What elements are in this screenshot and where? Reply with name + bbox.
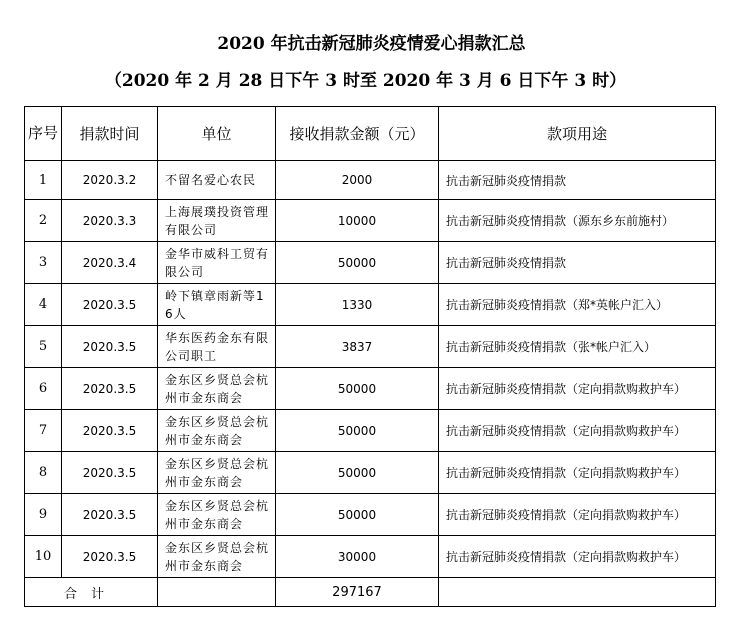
- document-title: 2020 年抗击新冠肺炎疫情爱心捐款汇总: [217, 34, 526, 54]
- row-purpose: 抗击新冠肺炎疫情捐款（定向捐款购救护车）: [439, 368, 716, 410]
- row-purpose: 抗击新冠肺炎疫情捐款: [439, 161, 716, 200]
- row-unit: 金东区乡贤总会杭州市金东商会: [158, 368, 276, 410]
- row-seq: 6: [25, 368, 62, 410]
- row-date: 2020.3.5: [62, 452, 158, 494]
- total-label: 合计: [25, 578, 158, 607]
- row-amount: 50000: [276, 242, 439, 284]
- row-amount: 30000: [276, 536, 439, 578]
- row-unit: 华东医药金东有限公司职工: [158, 326, 276, 368]
- row-amount: 3837: [276, 326, 439, 368]
- table-header-row: [25, 107, 716, 161]
- row-purpose: 抗击新冠肺炎疫情捐款: [439, 242, 716, 284]
- row-unit: 上海展璞投资管理有限公司: [158, 200, 276, 242]
- row-seq: 9: [25, 494, 62, 536]
- total-amount: 297167: [276, 578, 439, 607]
- row-purpose: 抗击新冠肺炎疫情捐款（张*帐户汇入）: [439, 326, 716, 368]
- header-amount: 接收捐款金额（元）: [276, 107, 439, 161]
- row-purpose: 抗击新冠肺炎疫情捐款（源东乡东前施村）: [439, 200, 716, 242]
- table-row: [25, 284, 716, 326]
- row-date: 2020.3.5: [62, 410, 158, 452]
- row-date: 2020.3.5: [62, 326, 158, 368]
- table-row: [25, 161, 716, 200]
- row-date: 2020.3.5: [62, 494, 158, 536]
- total-purpose-empty: [439, 578, 716, 607]
- row-unit: 金东区乡贤总会杭州市金东商会: [158, 410, 276, 452]
- row-seq: 7: [25, 410, 62, 452]
- document-subtitle: （2020 年 2 月 28 日下午 3 时至 2020 年 3 月 6 日下午 3 时）: [104, 71, 627, 91]
- table-row: [25, 242, 716, 284]
- row-purpose: 抗击新冠肺炎疫情捐款（定向捐款购救护车）: [439, 410, 716, 452]
- row-date: 2020.3.3: [62, 200, 158, 242]
- row-date: 2020.3.4: [62, 242, 158, 284]
- row-date: 2020.3.5: [62, 368, 158, 410]
- row-seq: 4: [25, 284, 62, 326]
- header-unit: 单位: [158, 107, 276, 161]
- row-date: 2020.3.2: [62, 161, 158, 200]
- row-unit: 金东区乡贤总会杭州市金东商会: [158, 452, 276, 494]
- total-empty-cell: [158, 578, 276, 607]
- total-row: [25, 578, 716, 607]
- row-amount: 10000: [276, 200, 439, 242]
- row-unit: 岭下镇章雨新等16人: [158, 284, 276, 326]
- table-row: [25, 494, 716, 536]
- table-row: [25, 410, 716, 452]
- header-date: 捐款时间: [62, 107, 158, 161]
- table-row: [25, 326, 716, 368]
- row-amount: 50000: [276, 452, 439, 494]
- row-amount: 50000: [276, 494, 439, 536]
- row-seq: 2: [25, 200, 62, 242]
- row-unit: 金东区乡贤总会杭州市金东商会: [158, 536, 276, 578]
- row-purpose: 抗击新冠肺炎疫情捐款（定向捐款购救护车）: [439, 452, 716, 494]
- row-purpose: 抗击新冠肺炎疫情捐款（郑*英帐户汇入）: [439, 284, 716, 326]
- row-unit: 不留名爱心农民: [158, 161, 276, 200]
- table-row: [25, 200, 716, 242]
- header-seq: 序号: [25, 107, 62, 161]
- row-seq: 3: [25, 242, 62, 284]
- table-row: [25, 452, 716, 494]
- row-amount: 50000: [276, 410, 439, 452]
- row-date: 2020.3.5: [62, 536, 158, 578]
- row-seq: 1: [25, 161, 62, 200]
- row-unit: 金东区乡贤总会杭州市金东商会: [158, 494, 276, 536]
- row-purpose: 抗击新冠肺炎疫情捐款（定向捐款购救护车）: [439, 494, 716, 536]
- row-seq: 10: [25, 536, 62, 578]
- row-amount: 2000: [276, 161, 439, 200]
- row-purpose: 抗击新冠肺炎疫情捐款（定向捐款购救护车）: [439, 536, 716, 578]
- row-amount: 1330: [276, 284, 439, 326]
- row-unit: 金华市威科工贸有限公司: [158, 242, 276, 284]
- row-seq: 8: [25, 452, 62, 494]
- header-purpose: 款项用途: [439, 107, 716, 161]
- donation-table: [24, 106, 716, 607]
- row-date: 2020.3.5: [62, 284, 158, 326]
- row-seq: 5: [25, 326, 62, 368]
- table-row: [25, 536, 716, 578]
- row-amount: 50000: [276, 368, 439, 410]
- table-row: [25, 368, 716, 410]
